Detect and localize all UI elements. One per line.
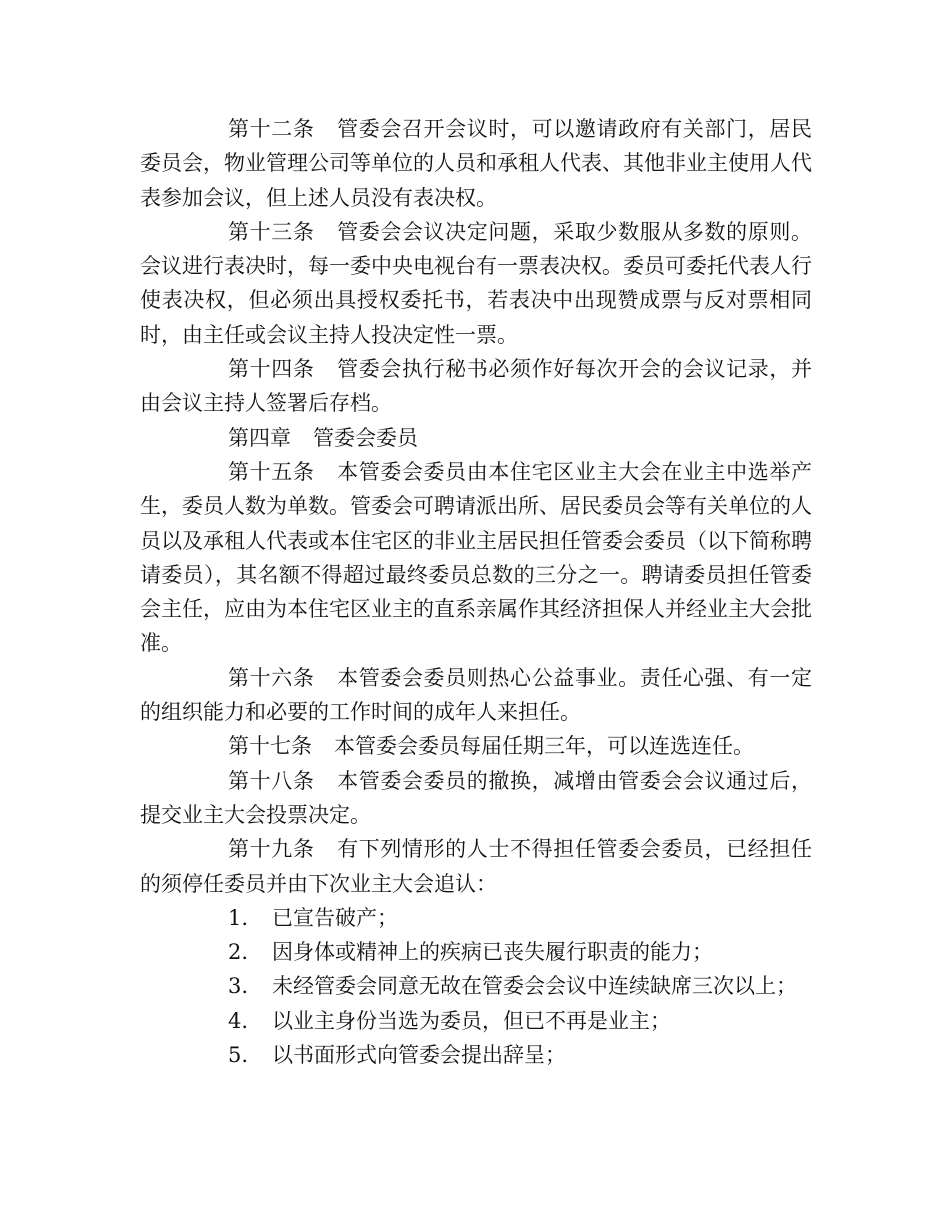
article-label: 第十七条 — [228, 734, 312, 759]
article-label: 第十五条 — [228, 459, 315, 484]
article-label: 第十二条 — [228, 117, 315, 141]
list-number: 1. — [228, 905, 249, 930]
article-text: 管委会召开会议时，可以邀请政府有关部门，居民委员会，物业管理公司等单位的人员和承租人代表、其他非业主使用人代表参加会议，但上述人员没有表决权。 — [140, 117, 813, 210]
article-label: 第十八条 — [228, 768, 315, 793]
article-label: 第十九条 — [228, 837, 315, 862]
article-text: 管委会执行秘书必须作好每次开会的会议记录，并由会议主持人签署后存档。 — [140, 357, 813, 416]
list-number: 4. — [228, 1008, 249, 1033]
document-body — [140, 112, 812, 1072]
list-number: 3. — [228, 974, 249, 999]
article-19 — [140, 832, 812, 901]
list-text: 已宣告破产； — [272, 905, 398, 930]
article-text: 本管委会委员每届任期三年，可以连选连任。 — [334, 734, 754, 759]
list-number: 5. — [228, 1043, 249, 1068]
chapter-heading — [140, 421, 812, 455]
list-text: 未经管委会同意无故在管委会会议中连续缺席三次以上； — [272, 974, 797, 999]
list-item-4 — [140, 1004, 812, 1038]
chapter-title: 管委会委员 — [313, 425, 418, 450]
article-label: 第十六条 — [228, 665, 315, 690]
list-item-3 — [140, 969, 812, 1003]
chapter-label: 第四章 — [228, 425, 291, 450]
article-18 — [140, 764, 812, 833]
article-label: 第十四条 — [228, 357, 315, 382]
article-text: 本管委会委员则热心公益事业。责任心强、有一定的组织能力和必要的工作时间的成年人来担任。 — [140, 665, 813, 725]
list-item-5 — [140, 1038, 812, 1072]
list-number: 2. — [228, 940, 249, 965]
list-text: 以书面形式向管委会提出辞呈； — [272, 1043, 566, 1068]
article-text: 管委会会议决定问题，采取少数服从多数的原则。会议进行表决时，每一委中央电视台有一票表决权。委员可委托代表人行使表决权，但必须出具授权委托书，若表决中出现赞成票与反对票相同时，由主任或会议主持人投决定性一票。 — [140, 219, 813, 347]
article-13 — [140, 215, 812, 352]
list-text: 因身体或精神上的疾病已丧失履行职责的能力； — [272, 940, 713, 965]
article-text: 本管委会委员的撤换，减增由管委会会议通过后，提交业主大会投票决定。 — [140, 768, 813, 827]
article-12 — [140, 112, 812, 215]
article-15 — [140, 455, 812, 661]
article-17 — [140, 729, 812, 763]
list-item-1 — [140, 901, 812, 935]
article-text: 有下列情形的人士不得担任管委会委员，已经担任的须停任委员并由下次业主大会追认： — [140, 837, 813, 896]
article-14 — [140, 352, 812, 421]
list-text: 以业主身份当选为委员，但已不再是业主； — [272, 1008, 671, 1033]
article-16 — [140, 661, 812, 730]
article-text: 本管委会委员由本住宅区业主大会在业主中选举产生，委员人数为单数。管委会可聘请派出所、居民委员会等有关单位的人员以及承租人代表或本住宅区的非业主居民担任管委会委员（以下简称聘请委员），其名额不得超过最终委员总数的三分之一。聘请委员担任管委会主任，应由为本住宅区业主的直系亲属作其经济担保人并经业主大会批准。 — [140, 459, 813, 656]
list-item-2 — [140, 935, 812, 969]
article-label: 第十三条 — [228, 219, 315, 244]
